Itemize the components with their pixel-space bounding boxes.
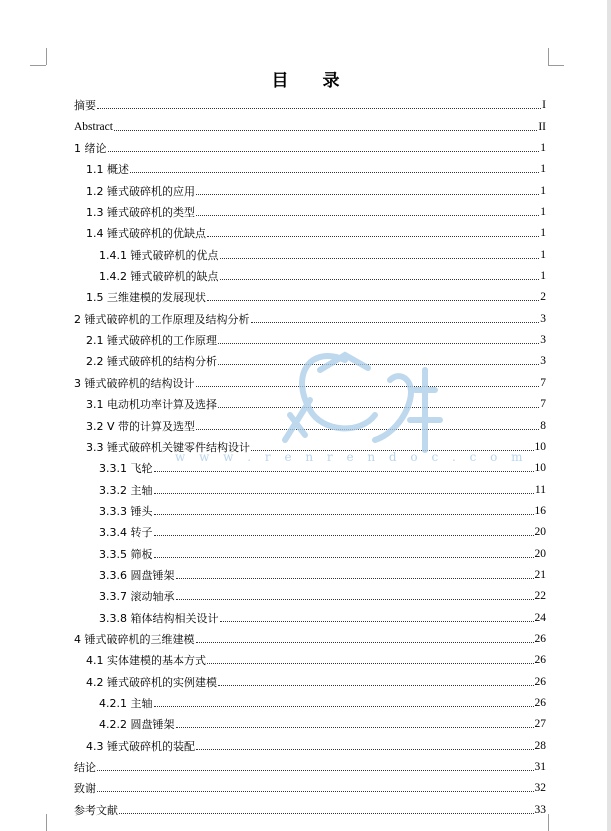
toc-entry-label: 2.2 锤式破碎机的结构分析	[86, 355, 217, 369]
toc-entry-page: 1	[540, 163, 546, 176]
page-edge	[607, 0, 611, 831]
toc-entry-label: 1.4.2 锤式破碎机的缺点	[99, 270, 219, 284]
toc-leader-dots	[220, 620, 534, 622]
toc-leader-dots	[196, 385, 540, 387]
toc-leader-dots	[119, 812, 534, 814]
toc-leader-dots	[196, 748, 534, 750]
toc-entry-label: 4.3 锤式破碎机的装配	[86, 739, 195, 753]
toc-entry-page: 8	[540, 419, 546, 432]
toc-entry-page: 1	[540, 142, 546, 155]
toc-leader-dots	[154, 492, 534, 494]
toc-entry-page: 22	[534, 590, 546, 603]
toc-entry[interactable]	[74, 475, 546, 496]
crop-mark-top-left-v	[46, 48, 47, 65]
toc-entry-page: 7	[540, 376, 546, 389]
toc-entry-page: 1	[540, 270, 546, 283]
toc-leader-dots	[218, 363, 539, 365]
crop-mark-bottom-right-v	[548, 814, 549, 831]
toc-entry-label: 3.3 锤式破碎机关键零件结构设计	[86, 440, 250, 454]
toc-entry-label: 3 锤式破碎机的结构设计	[74, 376, 195, 390]
toc-entry-label: 2.1 锤式破碎机的工作原理	[86, 334, 217, 348]
toc-leader-dots	[154, 705, 534, 707]
toc-entry[interactable]	[74, 91, 546, 112]
toc-entry-page: 2	[540, 291, 546, 304]
toc-entry-label: 3.2 V 带的计算及选型	[86, 419, 196, 433]
toc-entry-page: 20	[534, 547, 546, 560]
toc-entry-label: Abstract	[74, 120, 113, 133]
toc-entry[interactable]	[74, 219, 546, 240]
toc-entry-label: 摘要	[74, 99, 96, 113]
toc-entry-label: 结论	[74, 761, 96, 774]
toc-entry-label: 4 锤式破碎机的三维建模	[74, 632, 195, 646]
toc-leader-dots	[154, 513, 534, 515]
toc-leader-dots	[176, 598, 534, 600]
toc-entry-page: 1	[540, 227, 546, 240]
toc-entry[interactable]	[74, 112, 546, 133]
toc-leader-dots	[220, 257, 540, 259]
toc-entry-page: 16	[534, 504, 546, 517]
toc-entry-page: 33	[534, 803, 546, 816]
toc-entry[interactable]	[74, 368, 546, 389]
toc-leader-dots	[114, 129, 537, 131]
toc-leader-dots	[207, 235, 539, 237]
toc-entry-label: 1 绪论	[74, 142, 107, 156]
toc-entry-label: 3.3.3 锤头	[99, 504, 153, 518]
toc-entry-page: 10	[534, 440, 546, 453]
toc-leader-dots	[154, 556, 534, 558]
toc-entry[interactable]	[74, 155, 546, 176]
toc-entry-page: 26	[534, 675, 546, 688]
toc-entry-page: 10	[534, 462, 546, 475]
toc-entry[interactable]	[74, 283, 546, 304]
toc-entry-page: 21	[534, 568, 546, 581]
toc-leader-dots	[218, 406, 539, 408]
toc-entry[interactable]	[74, 411, 546, 432]
toc-entry[interactable]	[74, 304, 546, 325]
toc-entry[interactable]	[74, 710, 546, 731]
toc-entry[interactable]	[74, 795, 546, 816]
toc-entry-label: 1.5 三维建模的发展现状	[86, 291, 206, 305]
toc-entry[interactable]	[74, 667, 546, 688]
toc-leader-dots	[196, 214, 539, 216]
toc-entry[interactable]	[74, 539, 546, 560]
toc-leader-dots	[196, 641, 534, 643]
toc-entry[interactable]	[74, 603, 546, 624]
toc-entry-page: 3	[540, 334, 546, 347]
toc-entry-page: 1	[540, 248, 546, 261]
toc-entry-label: 参考文献	[74, 803, 118, 817]
toc-entry-page: 31	[534, 761, 546, 773]
toc-entry[interactable]	[74, 689, 546, 710]
toc-entry[interactable]	[74, 582, 546, 603]
toc-entry[interactable]	[74, 390, 546, 411]
toc-entry-label: 4.2.1 主轴	[99, 696, 153, 710]
toc-leader-dots	[207, 299, 539, 301]
toc-entry-label: 1.4 锤式破碎机的优缺点	[86, 227, 206, 241]
toc-leader-dots	[207, 662, 534, 664]
toc-entry[interactable]	[74, 240, 546, 261]
toc-leader-dots	[218, 684, 534, 686]
toc-entry-page: 26	[534, 696, 546, 709]
toc-leader-dots	[97, 107, 541, 109]
toc-entry-label: 1.2 锤式破碎机的应用	[86, 184, 195, 198]
toc-entry[interactable]	[74, 646, 546, 667]
toc-entry-page: 3	[540, 355, 546, 368]
toc-entry-page: 27	[534, 718, 546, 731]
toc-entry-page: 11	[534, 483, 546, 496]
toc-entry-page: 7	[540, 398, 546, 411]
toc-entry-label: 2 锤式破碎机的工作原理及结构分析	[74, 312, 250, 326]
toc-leader-dots	[154, 470, 534, 472]
toc-entry-page: 24	[534, 611, 546, 624]
toc-entry-page: 1	[540, 206, 546, 219]
toc-entry-label: 3.3.7 滚动轴承	[99, 590, 175, 604]
toc-entry[interactable]	[74, 326, 546, 347]
toc-leader-dots	[176, 577, 534, 579]
toc-leader-dots	[196, 428, 539, 430]
toc-entry-page: 28	[534, 739, 546, 752]
toc-leader-dots	[218, 342, 539, 344]
toc-entry-page: II	[538, 120, 546, 133]
toc-entry-label: 4.2.2 圆盘锤架	[99, 718, 175, 732]
toc-leader-dots	[196, 193, 539, 195]
toc-entry-label: 1.1 概述	[86, 163, 129, 177]
watermark-url: w w w . r e n r e n d o c . c o m	[175, 450, 528, 464]
toc-entry-label: 3.3.8 箱体结构相关设计	[99, 611, 219, 625]
toc-entry[interactable]	[74, 518, 546, 539]
toc-leader-dots	[97, 790, 534, 792]
toc-entry[interactable]	[74, 134, 546, 155]
toc-entry-label: 3.1 电动机功率计算及选择	[86, 398, 217, 412]
toc-leader-dots	[154, 534, 534, 536]
toc-leader-dots	[251, 321, 540, 323]
crop-mark-top-right-v	[548, 48, 549, 65]
toc-leader-dots	[176, 726, 534, 728]
toc-entry-label: 1.4.1 锤式破碎机的优点	[99, 248, 219, 262]
toc-entry[interactable]	[74, 347, 546, 368]
toc-entry-page: 1	[540, 184, 546, 197]
toc-entry-label: 1.3 锤式破碎机的类型	[86, 206, 195, 220]
toc-entry-page: 26	[534, 632, 546, 645]
toc-entry-page: 26	[534, 654, 546, 667]
toc-entry-page: 20	[534, 526, 546, 539]
toc-entry-label: 4.1 实体建模的基本方式	[86, 654, 206, 668]
toc-entry-label: 3.3.1 飞轮	[99, 462, 153, 476]
toc-entry[interactable]	[74, 753, 546, 774]
toc-entry-label: 3.3.4 转子	[99, 526, 153, 540]
toc-entry[interactable]	[74, 262, 546, 283]
page-title: 目 录	[271, 71, 340, 91]
toc-leader-dots	[220, 278, 540, 280]
toc-entry-page: 32	[534, 782, 546, 795]
toc-entry[interactable]	[74, 731, 546, 752]
crop-mark-bottom-left-v	[46, 814, 47, 831]
toc-entry-label: 3.3.5 筛板	[99, 547, 153, 561]
toc-leader-dots	[130, 171, 539, 173]
toc-entry-page: I	[542, 99, 546, 112]
toc-leader-dots	[97, 769, 534, 771]
toc-entry[interactable]	[74, 176, 546, 197]
toc-entry-label: 3.3.2 主轴	[99, 483, 153, 497]
toc-entry-page: 3	[540, 312, 546, 325]
toc-entry-label: 4.2 锤式破碎机的实例建模	[86, 675, 217, 689]
toc-entry[interactable]	[74, 625, 546, 646]
toc-entry[interactable]	[74, 774, 546, 795]
toc-entry-label: 3.3.6 圆盘锤架	[99, 568, 175, 582]
toc-entry-label: 致谢	[74, 782, 96, 796]
toc-entry[interactable]	[74, 497, 546, 518]
toc-entry[interactable]	[74, 561, 546, 582]
toc-entry[interactable]	[74, 198, 546, 219]
toc-leader-dots	[108, 150, 540, 152]
